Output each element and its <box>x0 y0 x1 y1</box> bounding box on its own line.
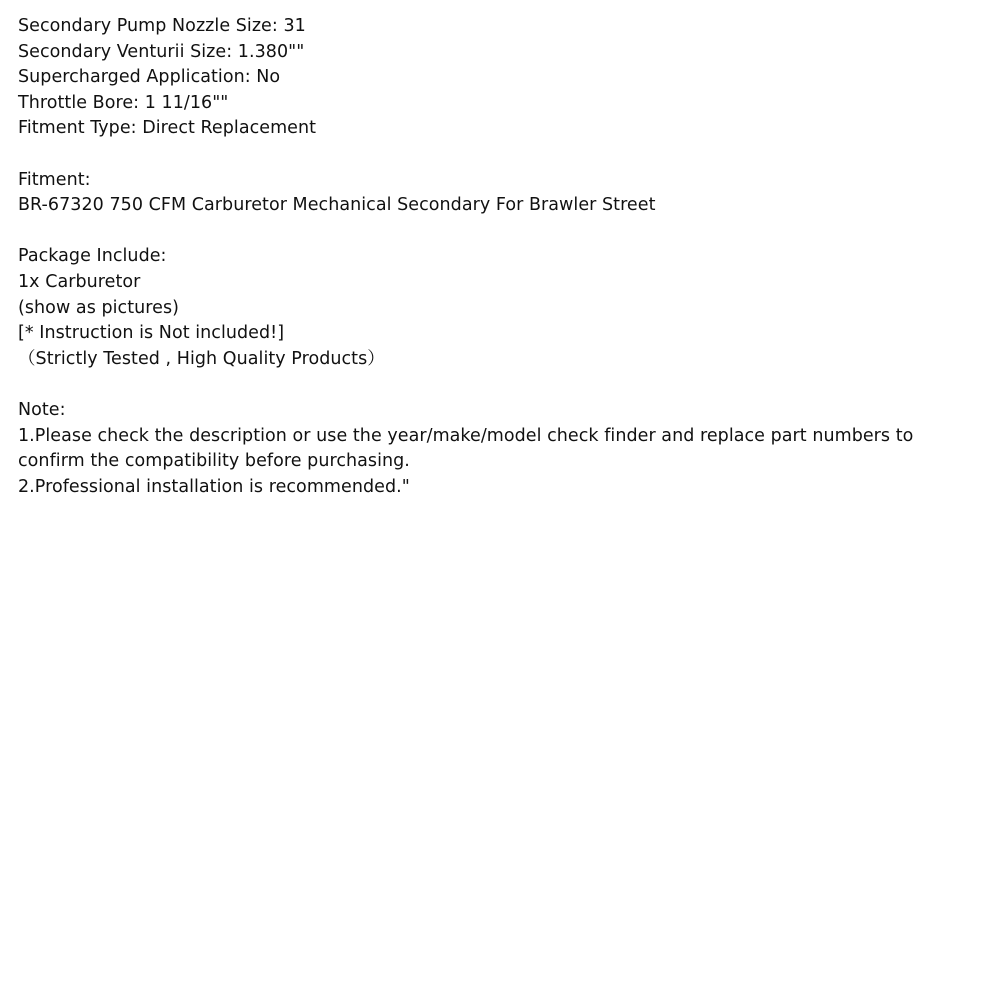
spec-line: Secondary Pump Nozzle Size: 31 <box>18 16 306 36</box>
package-line: [* Instruction is Not included!] <box>18 323 285 344</box>
spec-line: Supercharged Application: No <box>18 67 281 88</box>
spec-line: Throttle Bore: 1 11/16"" <box>18 92 229 113</box>
fitment-heading: Fitment: <box>18 169 91 190</box>
package-line: (show as pictures) <box>18 297 179 318</box>
description-body <box>18 14 982 500</box>
package-line: （Strictly Tested , High Quality Products） <box>18 348 385 369</box>
fitment-value: BR-67320 750 CFM Carburetor Mechanical Secondary For Brawler Street <box>18 195 656 216</box>
note-heading: Note: <box>18 399 66 420</box>
spacer <box>18 372 982 398</box>
note-line: 1.Please check the description or use the year/make/model check finder and replace part numbers to confirm the compatibility before purchasing. <box>18 425 914 472</box>
package-line: 1x Carburetor <box>18 271 141 292</box>
package-heading: Package Include: <box>18 246 167 267</box>
spacer <box>18 219 982 245</box>
spec-line: Secondary Venturii Size: 1.380"" <box>18 41 305 62</box>
spacer <box>18 142 982 168</box>
spec-line: Fitment Type: Direct Replacement <box>18 118 317 139</box>
note-line: 2.Professional installation is recommended." <box>18 476 410 497</box>
